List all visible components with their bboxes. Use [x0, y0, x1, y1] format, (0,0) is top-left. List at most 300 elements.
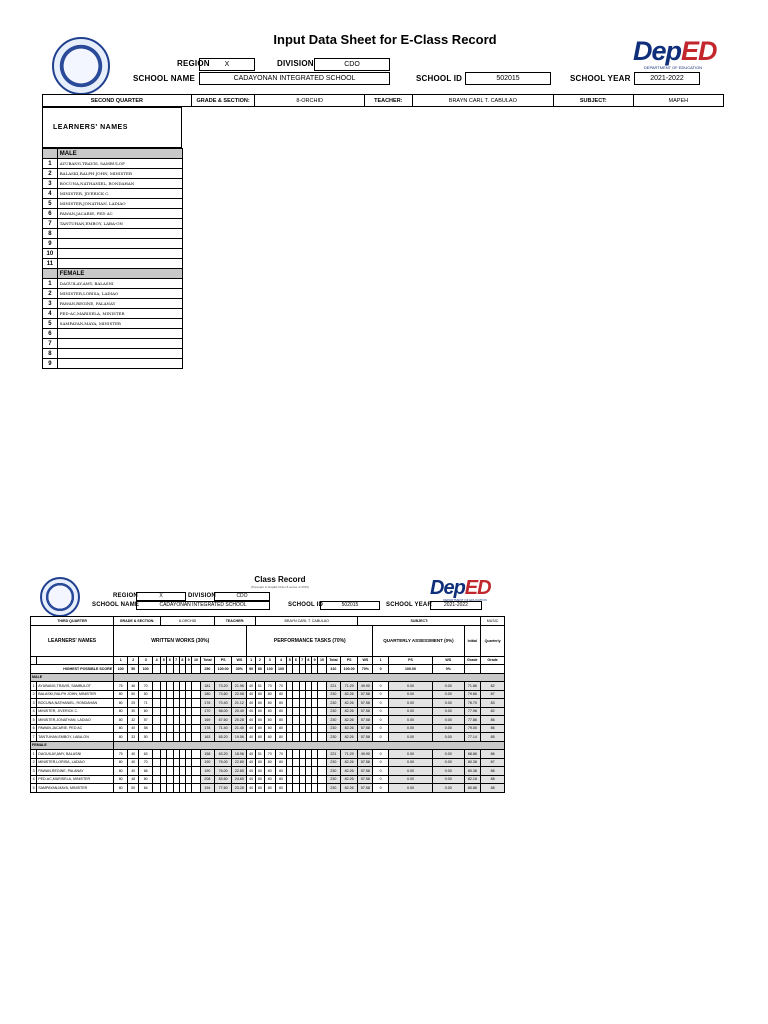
cr-student-name[interactable]: BOCUNA,NATHANIEL, RONDAHAN — [37, 699, 114, 708]
cr-quarterly-sub: Grade — [481, 656, 505, 665]
cr-pt-score[interactable]: 51 — [256, 750, 265, 759]
cr-ww-score[interactable] — [153, 716, 161, 725]
cr-row-number: 7 — [31, 733, 37, 742]
cr-school-name-field[interactable]: CADAYONAN INTEGRATED SCHOOL — [136, 601, 270, 610]
cr-pt-ps: 82.26 — [340, 767, 357, 776]
male-row — [43, 259, 183, 269]
cr-student-name[interactable]: BALASKI,RALPH JOHN, MINISTER — [37, 690, 114, 699]
cr-ww-score[interactable]: 46 — [128, 682, 139, 691]
cr-pt-score[interactable] — [318, 758, 327, 767]
cr-pt-score[interactable]: 80 — [264, 707, 275, 716]
school-id-label: SCHOOL ID — [416, 74, 463, 83]
cr-ww-score[interactable] — [192, 767, 201, 776]
cr-ww-total: 163 — [200, 733, 214, 742]
cr-ww-score[interactable] — [153, 724, 161, 733]
female-row — [43, 319, 183, 329]
cr-ww-score[interactable]: 48 — [128, 775, 139, 784]
cr-pt-score[interactable]: 80 — [256, 767, 265, 776]
cr-ww-score[interactable] — [192, 775, 201, 784]
cr-qa-score[interactable]: 0 — [373, 767, 389, 776]
cr-pt-score[interactable]: 80 — [264, 699, 275, 708]
cr-ww-score[interactable]: 50 — [139, 733, 153, 742]
cr-ww-score[interactable]: 80 — [114, 724, 128, 733]
cr-ww-total: 158 — [200, 750, 214, 759]
cr-ww-score[interactable]: 40 — [128, 724, 139, 733]
school-year-field[interactable]: 2021-2022 — [634, 72, 700, 85]
cr-pt-score[interactable]: 40 — [247, 690, 256, 699]
cr-student-name[interactable]: MINISTER, JIVERICK C. — [37, 707, 114, 716]
cr-pt-score[interactable] — [318, 724, 327, 733]
cr-pt-score[interactable]: 80 — [275, 724, 286, 733]
cr-ww-score[interactable]: 80 — [114, 690, 128, 699]
cr-ww-total: 190 — [200, 767, 214, 776]
cr-ww-score[interactable] — [153, 699, 161, 708]
cr-grade-section-value[interactable]: 8-ORCHID — [161, 617, 215, 626]
cr-ww-score[interactable] — [192, 784, 201, 793]
cr-pt-score[interactable]: 80 — [256, 784, 265, 793]
learner-name-cell[interactable]: AYUBANG,TRAVIS, SAMBULOF — [57, 159, 182, 169]
cr-pt-score[interactable]: 40 — [247, 724, 256, 733]
cr-student-row — [31, 699, 505, 708]
cr-pt-ws: 57.58 — [358, 775, 373, 784]
learner-name-cell[interactable] — [57, 349, 182, 359]
cr-qa-ws: 0.00 — [433, 784, 464, 793]
cr-ww-score[interactable]: 32 — [128, 716, 139, 725]
cr-pt-score[interactable] — [318, 716, 327, 725]
learner-name-cell[interactable]: SAMPAYAN,MAYA, MINISTER — [57, 319, 182, 329]
row-number: 3 — [43, 299, 58, 309]
deped-seal-logo — [52, 37, 110, 95]
cr-pt-score[interactable]: 40 — [247, 682, 256, 691]
cr-ww-ws: 22.80 — [232, 767, 247, 776]
cr-pt-score[interactable]: 80 — [264, 733, 275, 742]
cr-ww-total: 176 — [200, 699, 214, 708]
grade-section-label: GRADE & SECTION: — [191, 95, 255, 107]
cr-ww-ps: 76.00 — [214, 758, 231, 767]
cr-pt-score[interactable]: 40 — [247, 750, 256, 759]
cr-subject-value[interactable]: MUSIC — [481, 617, 505, 626]
cr-pt-total: 230 — [326, 758, 340, 767]
cr-student-name[interactable]: PAWAN,REGINE, PALANAY — [37, 767, 114, 776]
learners-header-box — [42, 107, 182, 148]
deped-logo-subtext: DEPARTMENT OF EDUCATION — [643, 65, 703, 70]
cr-qa-ps: 0.00 — [389, 750, 433, 759]
cr-student-name[interactable]: PED-AC,MARISELA, MINISTER — [37, 775, 114, 784]
cr-ww-score[interactable]: 80 — [139, 775, 153, 784]
school-year-label: SCHOOL YEAR — [570, 74, 631, 83]
cr-hps-cell — [192, 665, 201, 674]
cr-initial-grade: 79.66 — [464, 690, 481, 699]
cr-qa-ps: 0.00 — [389, 682, 433, 691]
cr-col-num: 1 — [373, 656, 389, 665]
cr-ww-score[interactable]: 33 — [128, 733, 139, 742]
learner-name-cell[interactable] — [57, 339, 182, 349]
row-number: 10 — [43, 249, 58, 259]
cr-ww-score[interactable]: 40 — [128, 758, 139, 767]
cr-pt-score[interactable]: 51 — [256, 682, 265, 691]
cr-ww-score[interactable] — [153, 733, 161, 742]
cr-pt-score[interactable]: 80 — [275, 716, 286, 725]
learner-name-cell[interactable] — [57, 259, 182, 269]
cr-ww-total: 170 — [200, 707, 214, 716]
learner-name-cell[interactable]: PAWAN,JACARIE, PED AC — [57, 209, 182, 219]
cr-student-name[interactable]: MINISTER,LORISA, LADIAO — [37, 758, 114, 767]
cr-ww-score[interactable] — [153, 775, 161, 784]
male-row — [43, 219, 183, 229]
cr-pt-score[interactable]: 40 — [247, 767, 256, 776]
male-row — [43, 229, 183, 239]
cr-ww-score[interactable]: 75 — [114, 750, 128, 759]
cr-quarterly-grade: 86 — [481, 716, 505, 725]
school-name-field[interactable]: CADAYONAN INTEGRATED SCHOOL — [199, 72, 390, 85]
cr-ww-score[interactable]: 25 — [128, 699, 139, 708]
cr-hps-cell: 100.00 — [389, 665, 433, 674]
cr-pt-score[interactable]: 70 — [275, 750, 286, 759]
female-section-label: FEMALE — [57, 269, 182, 279]
cr-pt-ws: 57.58 — [358, 767, 373, 776]
cr-ww-ws: 19.56 — [232, 733, 247, 742]
cr-quarter: THIRD QUARTER — [31, 617, 114, 626]
cr-ww-score[interactable]: 64 — [139, 784, 153, 793]
cr-quarterly-grade: 83 — [481, 699, 505, 708]
male-row — [43, 199, 183, 209]
cr-teacher-value[interactable]: BRAYN CARL T. CABULAO — [256, 617, 358, 626]
cr-row-number: 5 — [31, 716, 37, 725]
cr-ww-score[interactable]: 70 — [139, 682, 153, 691]
cr-pt-ps: 82.26 — [340, 690, 357, 699]
cr-initial-grade: 68.86 — [464, 750, 481, 759]
learner-name-cell[interactable]: BOCUNA,NATHANIEL, RONDAHAN — [57, 179, 182, 189]
cr-ww-score[interactable]: 66 — [139, 767, 153, 776]
cr-pt-score[interactable]: 80 — [264, 724, 275, 733]
cr-ww-ws: 22.80 — [232, 758, 247, 767]
cr-pt-score[interactable]: 40 — [247, 716, 256, 725]
cr-ww-score[interactable] — [192, 699, 201, 708]
cr-pt-score[interactable]: 80 — [275, 707, 286, 716]
cr-student-row — [31, 775, 505, 784]
teacher-value[interactable]: BRAYN CARL T. CABULAO — [412, 95, 553, 107]
cr-pt-ws: 57.58 — [358, 733, 373, 742]
cr-pt-ps: 82.26 — [340, 758, 357, 767]
cr-pt-score[interactable]: 80 — [275, 758, 286, 767]
cr-pt-score[interactable]: 80 — [256, 775, 265, 784]
cr-pt-score[interactable]: 80 — [275, 733, 286, 742]
cr-pt-score[interactable]: 80 — [256, 690, 265, 699]
cr-ww-score[interactable] — [192, 750, 201, 759]
female-row — [43, 279, 183, 289]
subject-label: SUBJECT: — [553, 95, 633, 107]
male-row — [43, 209, 183, 219]
learner-name-cell[interactable]: MINISTER, JIVERICK C. — [57, 189, 182, 199]
cr-division-field[interactable]: CDO — [214, 592, 270, 601]
cr-ww-score[interactable] — [153, 707, 161, 716]
cr-pt-score[interactable]: 40 — [247, 707, 256, 716]
cr-pt-score[interactable] — [318, 767, 327, 776]
row-number: 1 — [43, 279, 58, 289]
cr-ww-score[interactable]: 50 — [139, 690, 153, 699]
learner-name-cell[interactable] — [57, 239, 182, 249]
cr-ww-score[interactable] — [192, 724, 201, 733]
cr-ww-score[interactable] — [192, 733, 201, 742]
cr-pt-score[interactable] — [318, 707, 327, 716]
row-number: 9 — [43, 239, 58, 249]
cr-col-num: 9 — [311, 656, 317, 665]
division-field[interactable]: CDO — [314, 58, 390, 71]
cr-ww-score[interactable]: 80 — [114, 775, 128, 784]
deped-logo-small-subtext: DEPARTMENT OF EDUCATION — [443, 598, 487, 602]
cr-pt-score[interactable]: 80 — [275, 767, 286, 776]
cr-ww-score[interactable] — [153, 758, 161, 767]
row-number: 6 — [43, 209, 58, 219]
cr-quarterly-grade: 85 — [481, 733, 505, 742]
cr-col-num: 9 — [185, 656, 191, 665]
cr-pt-score[interactable]: 40 — [247, 699, 256, 708]
cr-teacher-label: TEACHER: — [214, 617, 255, 626]
cr-pt-ws: 57.58 — [358, 690, 373, 699]
cr-ww-score[interactable] — [153, 767, 161, 776]
cr-pt-score[interactable]: 80 — [264, 690, 275, 699]
cr-ww-score[interactable]: 40 — [128, 767, 139, 776]
cr-ww-ps: 65.20 — [214, 733, 231, 742]
cr-ww-score[interactable]: 63 — [139, 750, 153, 759]
cr-pt-score[interactable]: 70 — [275, 682, 286, 691]
cr-pt-ps: 82.26 — [340, 784, 357, 793]
cr-pt-score[interactable] — [318, 733, 327, 742]
cr-qa-ws: 0.00 — [433, 733, 464, 742]
cr-pt-score[interactable] — [318, 690, 327, 699]
cr-pt-score[interactable]: 70 — [264, 750, 275, 759]
cr-pt-score[interactable]: 80 — [275, 775, 286, 784]
cr-qa-ps: 0.00 — [389, 707, 433, 716]
learner-name-cell[interactable]: MINISTER,JONATHAN, LADIAO — [57, 199, 182, 209]
cr-pt-score[interactable] — [318, 750, 327, 759]
cr-ww-score[interactable] — [153, 682, 161, 691]
cr-pt-total: 230 — [326, 716, 340, 725]
cr-ww-score[interactable]: 80 — [114, 699, 128, 708]
learner-name-cell[interactable]: PED-AC,MARISELA, MINISTER — [57, 309, 182, 319]
cr-student-name[interactable]: AYUBANG,TRAVIS, SAMBULOT — [37, 682, 114, 691]
cr-ww-ws: 20.40 — [232, 707, 247, 716]
cr-pt-score[interactable]: 80 — [256, 733, 265, 742]
cr-ww-score[interactable] — [153, 750, 161, 759]
cr-qa-ws: 0.00 — [433, 690, 464, 699]
cr-ww-score[interactable] — [192, 682, 201, 691]
learner-name-cell[interactable] — [57, 329, 182, 339]
deped-logo-text: DepED — [633, 36, 717, 66]
cr-ww-total: 178 — [200, 724, 214, 733]
cr-hps-cell: 0% — [433, 665, 464, 674]
cr-quarterly-grade: 86 — [481, 724, 505, 733]
cr-school-year-label: SCHOOL YEAR — [386, 602, 432, 608]
cr-hps-cell — [481, 665, 505, 674]
cr-female-label: FEMALE — [31, 741, 114, 750]
cr-ww-score[interactable]: 50 — [128, 784, 139, 793]
row-number: 8 — [43, 229, 58, 239]
cr-ww-ws: 23.28 — [232, 784, 247, 793]
cr-row-number: 5 — [31, 784, 37, 793]
school-id-field[interactable]: 502015 — [465, 72, 551, 85]
cr-student-row — [31, 733, 505, 742]
cr-quarterly-grade: 86 — [481, 750, 505, 759]
cr-pt-score[interactable]: 80 — [264, 758, 275, 767]
cr-pt-score[interactable]: 80 — [264, 716, 275, 725]
cr-ww-score[interactable]: 71 — [139, 699, 153, 708]
cr-qa-ws: 0.00 — [433, 758, 464, 767]
cr-hps-cell — [464, 665, 481, 674]
cr-hps-cell — [153, 665, 161, 674]
row-number: 5 — [43, 319, 58, 329]
cr-qa-score[interactable]: 0 — [373, 733, 389, 742]
cr-pt-score[interactable] — [318, 682, 327, 691]
row-number: 6 — [43, 329, 58, 339]
cr-pt-score[interactable]: 80 — [256, 724, 265, 733]
cr-student-name[interactable]: SAMPAYAN,MAYA, MINISTER — [37, 784, 114, 793]
cr-ww-score[interactable]: 80 — [114, 716, 128, 725]
learner-name-cell[interactable]: PAWAN,REGINE, PALANAY — [57, 299, 182, 309]
cr-ww-ws: 24.60 — [232, 775, 247, 784]
row-number: 5 — [43, 199, 58, 209]
cr-pt-score[interactable]: 80 — [256, 707, 265, 716]
cr-col-num: 8 — [179, 656, 185, 665]
subject-value[interactable]: MAPEH — [633, 95, 723, 107]
cr-hps-cell: 100.00 — [214, 665, 231, 674]
female-row — [43, 309, 183, 319]
cr-qa-score[interactable]: 0 — [373, 690, 389, 699]
cr-col-num: WS — [433, 656, 464, 665]
cr-qa-score[interactable]: 0 — [373, 716, 389, 725]
cr-school-year-field[interactable]: 2021-2022 — [430, 601, 482, 610]
cr-student-name[interactable]: DAGUILAY,AMY, BALASNI — [37, 750, 114, 759]
cr-qa-score[interactable]: 0 — [373, 707, 389, 716]
cr-pt-total: 230 — [326, 733, 340, 742]
cr-pt-score[interactable]: 80 — [275, 784, 286, 793]
cr-pt-score[interactable]: 80 — [256, 716, 265, 725]
cr-student-name[interactable]: MINISTER,JONATHAN, LADIAO — [37, 716, 114, 725]
cr-hps-cell: 0 — [373, 665, 389, 674]
cr-pt-score[interactable] — [318, 699, 327, 708]
cr-student-row — [31, 750, 505, 759]
cr-qa-score[interactable]: 0 — [373, 682, 389, 691]
cr-pt-score[interactable]: 40 — [247, 733, 256, 742]
cr-pt-score[interactable]: 40 — [247, 775, 256, 784]
grade-section-value[interactable]: 8-ORCHID — [255, 95, 364, 107]
cr-pt-score[interactable]: 80 — [264, 767, 275, 776]
cr-qa-ps: 0.00 — [389, 733, 433, 742]
cr-ww-score[interactable] — [192, 716, 201, 725]
row-number: 1 — [43, 159, 58, 169]
cr-ww-total: 190 — [200, 758, 214, 767]
cr-ww-score[interactable]: 80 — [114, 767, 128, 776]
cr-ww-score[interactable]: 75 — [114, 682, 128, 691]
learner-name-cell[interactable] — [57, 249, 182, 259]
cr-qa-score[interactable]: 0 — [373, 750, 389, 759]
cr-ww-score[interactable]: 80 — [114, 758, 128, 767]
cr-hps-cell: 250 — [200, 665, 214, 674]
cr-ww-ps: 73.60 — [214, 690, 231, 699]
cr-pt-score[interactable]: 80 — [264, 784, 275, 793]
learner-name-cell[interactable]: BALASKI,RALPH JOHN, MINISTER — [57, 169, 182, 179]
cr-ww-score[interactable]: 80 — [114, 707, 128, 716]
cr-student-row — [31, 784, 505, 793]
cr-row-number: 2 — [31, 758, 37, 767]
cr-qa-score[interactable]: 0 — [373, 775, 389, 784]
cr-student-name[interactable]: PAWAN,JACARIE, PED AC — [37, 724, 114, 733]
cr-ww-score[interactable]: 30 — [128, 707, 139, 716]
cr-ww-score[interactable] — [153, 690, 161, 699]
cr-pt-total: 230 — [326, 707, 340, 716]
cr-pt-ps: 82.26 — [340, 724, 357, 733]
cr-pt-score[interactable]: 40 — [247, 758, 256, 767]
cr-pt-total: 221 — [326, 682, 340, 691]
cr-qa-score[interactable]: 0 — [373, 699, 389, 708]
cr-ww-score[interactable]: 40 — [128, 750, 139, 759]
cr-pt-score[interactable]: 80 — [264, 775, 275, 784]
cr-ww-score[interactable] — [192, 690, 201, 699]
learner-name-cell[interactable]: MINISTER,LORISA, LADIAO — [57, 289, 182, 299]
cr-pt-score[interactable]: 80 — [275, 699, 286, 708]
region-field[interactable]: X — [199, 58, 255, 71]
cr-ww-score[interactable]: 70 — [139, 758, 153, 767]
cr-male-label: MALE — [31, 673, 114, 682]
cr-pt-ws: 57.58 — [358, 707, 373, 716]
cr-student-row — [31, 707, 505, 716]
cr-initial-grade: 80.38 — [464, 758, 481, 767]
cr-pt-ws: 57.58 — [358, 716, 373, 725]
cr-quarterly-header: Quarterly — [481, 625, 505, 656]
cr-ww-score[interactable]: 80 — [114, 784, 128, 793]
learner-name-cell[interactable]: TANTUHAN,EMBOY, LABA-ON — [57, 219, 182, 229]
cr-pt-score[interactable]: 70 — [264, 682, 275, 691]
deped-logo-small-text: DepED — [430, 577, 491, 599]
cr-ww-score[interactable]: 50 — [128, 690, 139, 699]
cr-quarterly-grade: 82 — [481, 682, 505, 691]
cr-region-label: REGION — [113, 593, 138, 599]
cr-student-name[interactable]: TANTUHAN,EMBOY, LABA-ON — [37, 733, 114, 742]
cr-ww-score[interactable]: 57 — [139, 716, 153, 725]
cr-ww-score[interactable]: 58 — [139, 724, 153, 733]
cr-ww-score[interactable] — [192, 707, 201, 716]
cr-pt-score[interactable]: 80 — [275, 690, 286, 699]
cr-qa-score[interactable]: 0 — [373, 784, 389, 793]
cr-hps-cell: 100 — [114, 665, 128, 674]
cr-ww-score[interactable] — [192, 758, 201, 767]
sheet-title: Input Data Sheet for E-Class Record — [273, 32, 497, 47]
cr-pt-score[interactable]: 80 — [256, 758, 265, 767]
cr-qa-score[interactable]: 0 — [373, 758, 389, 767]
cr-school-id-field[interactable]: 502015 — [320, 601, 380, 610]
cr-qa-score[interactable]: 0 — [373, 724, 389, 733]
cr-ww-score[interactable]: 80 — [114, 733, 128, 742]
cr-pt-score[interactable] — [318, 784, 327, 793]
learner-name-cell[interactable]: DAGUILAY,AMY, BALASNI — [57, 279, 182, 289]
cr-col-num: 10 — [318, 656, 327, 665]
cr-ww-score[interactable] — [153, 784, 161, 793]
cr-pt-score[interactable]: 80 — [256, 699, 265, 708]
learner-name-cell[interactable] — [57, 359, 182, 369]
cr-ww-ps: 76.00 — [214, 767, 231, 776]
row-number: 9 — [43, 359, 58, 369]
cr-pt-score[interactable]: 40 — [247, 784, 256, 793]
cr-ww-ws: 20.28 — [232, 716, 247, 725]
cr-pt-score[interactable] — [318, 775, 327, 784]
cr-region-field[interactable]: X — [136, 592, 186, 601]
cr-hps-cell: 30% — [232, 665, 247, 674]
cr-qa-ps: 0.00 — [389, 784, 433, 793]
cr-ww-total: 194 — [200, 784, 214, 793]
cr-hps-cell: 310 — [326, 665, 340, 674]
learner-name-cell[interactable] — [57, 229, 182, 239]
cr-ww-score[interactable]: 60 — [139, 707, 153, 716]
